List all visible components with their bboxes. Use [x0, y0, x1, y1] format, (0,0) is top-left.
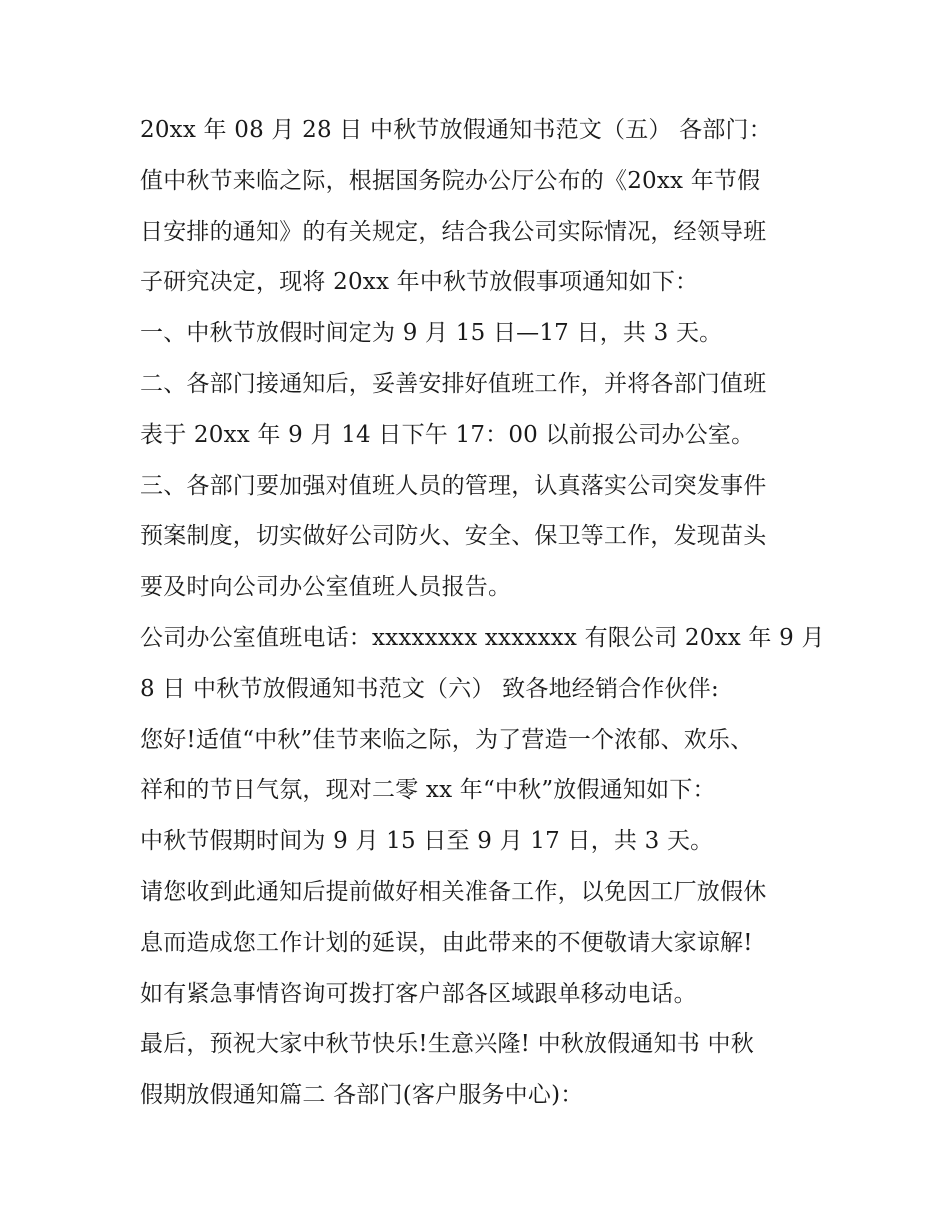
text-line: 最后，预祝大家中秋节快乐!生意兴隆! 中秋放假通知书 中秋: [140, 1031, 754, 1058]
text-line: 祥和的节日气氛，现对二零 xx 年“中秋”放假通知如下：: [140, 777, 716, 804]
text-line: 20xx 年 08 月 28 日 中秋节放假通知书范文（五） 各部门：: [140, 117, 772, 143]
text-line: 中秋节假期时间为 9 月 15 日至 9 月 17 日，共 3 天。: [140, 828, 714, 855]
text-line: 要及时向公司办公室值班人员报告。: [140, 574, 512, 601]
text-line: 二、各部门接通知后，妥善安排好值班工作，并将各部门值班: [140, 370, 767, 397]
text-line: 日安排的通知》的有关规定，结合我公司实际情况，经领导班: [140, 218, 767, 245]
text-line: 假期放假通知篇二 各部门(客户服务中心)：: [140, 1082, 584, 1109]
document-body: [140, 111, 825, 1127]
text-line: 您好!适值“中秋”佳节来临之际，为了营造一个浓郁、欢乐、: [140, 726, 754, 753]
text-line: 一、中秋节放假时间定为 9 月 15 日—17 日，共 3 天。: [140, 320, 723, 347]
text-line: 表于 20xx 年 9 月 14 日下午 17：00 以前报公司办公室。: [140, 421, 755, 448]
text-line: 如有紧急事情咨询可拨打客户部各区域跟单移动电话。: [140, 980, 697, 1007]
text-line: 请您收到此通知后提前做好相关准备工作，以免因工厂放假休: [140, 878, 767, 905]
text-line: 预案制度，切实做好公司防火、安全、保卫等工作，发现苗头: [140, 523, 767, 550]
text-line: 8 日 中秋节放假通知书范文（六） 致各地经销合作伙伴:: [140, 675, 719, 702]
text-line: 值中秋节来临之际，根据国务院办公厅公布的《20xx 年节假: [140, 167, 761, 194]
text-line: 子研究决定，现将 20xx 年中秋节放假事项通知如下：: [140, 269, 699, 296]
text-line: 三、各部门要加强对值班人员的管理，认真落实公司突发事件: [140, 472, 767, 499]
text-line: 息而造成您工作计划的延误，由此带来的不便敬请大家谅解!: [140, 929, 753, 956]
text-line: 公司办公室值班电话：xxxxxxxx xxxxxxx 有限公司 20xx 年 9 月: [140, 624, 825, 651]
